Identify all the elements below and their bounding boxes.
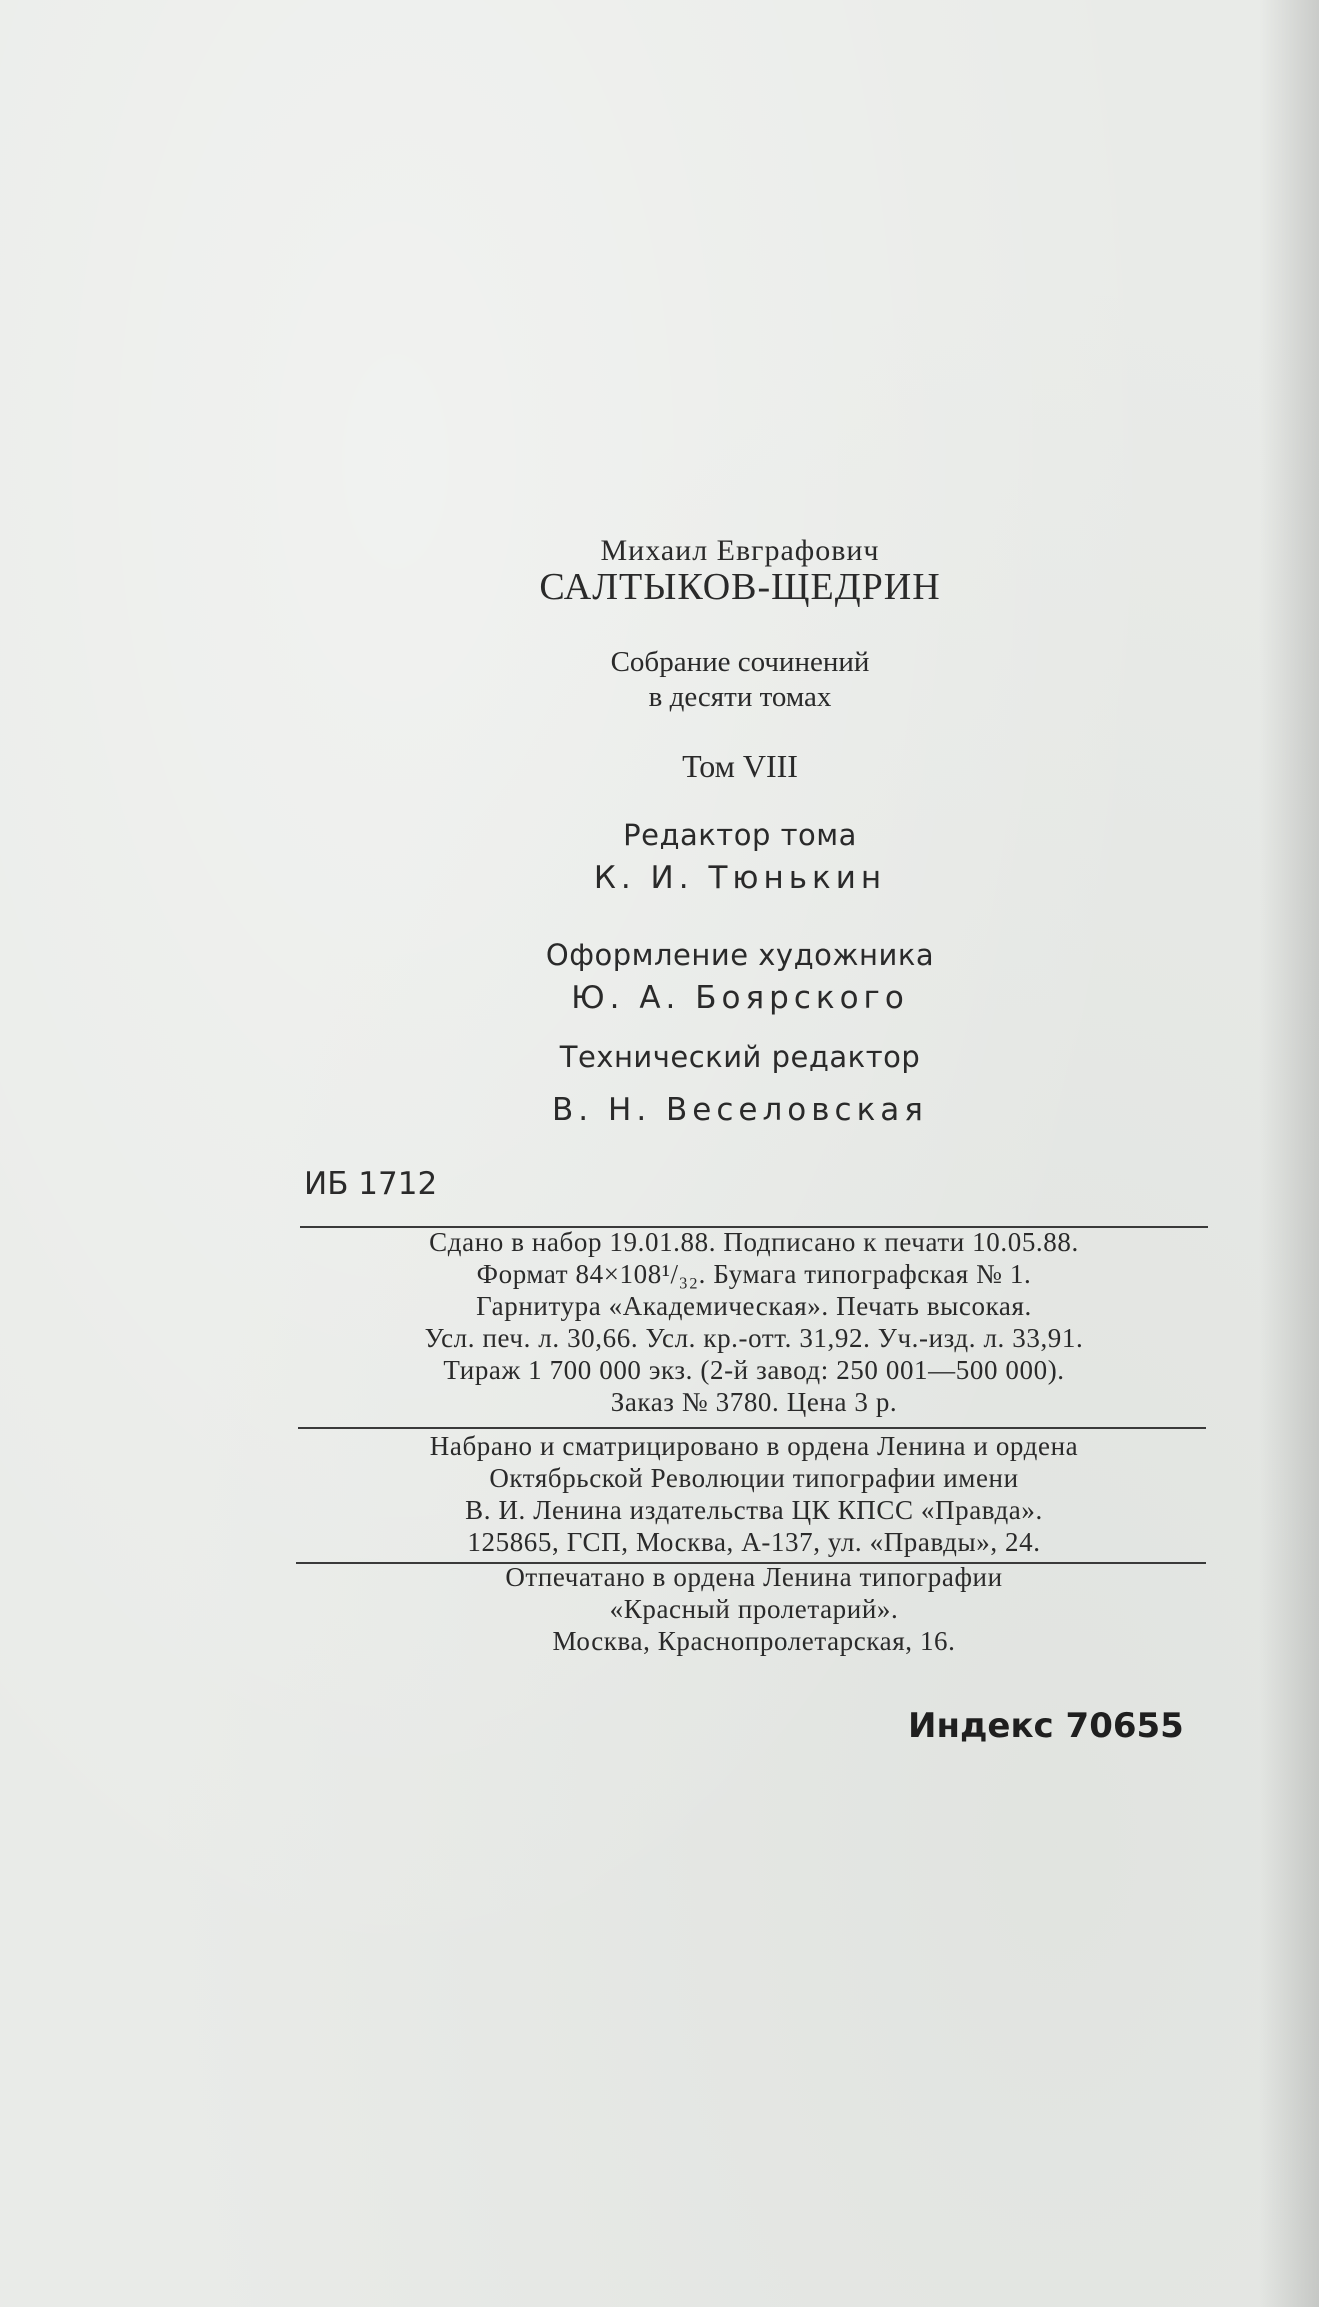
production-line: Формат 84×108¹/₃₂. Бумага типографская № 1. bbox=[476, 1259, 1032, 1289]
typesetting-line: Набрано и сматрицировано в ордена Ленина и ордена bbox=[429, 1431, 1079, 1461]
typesetting-line: Октябрьской Революции типографии имени bbox=[489, 1463, 1019, 1493]
divider-middle bbox=[298, 1427, 1206, 1429]
collection-line-2: в десяти томах bbox=[648, 681, 832, 713]
printing-details bbox=[296, 1561, 1212, 1657]
production-line: Гарнитура «Академическая». Печать высокая. bbox=[476, 1291, 1032, 1321]
collection-title bbox=[480, 645, 1000, 715]
credit-role-designer: Оформление художника bbox=[545, 938, 935, 972]
typesetting-line: В. И. Ленина издательства ЦК КПСС «Правда». bbox=[465, 1495, 1043, 1525]
author-given-names: Михаил Евграфович bbox=[600, 534, 880, 567]
typesetting-line: 125865, ГСП, Москва, А-137, ул. «Правды», 24. bbox=[467, 1527, 1041, 1557]
collection-line-1: Собрание сочинений bbox=[610, 646, 870, 678]
credit-role-editor: Редактор тома bbox=[623, 818, 857, 852]
credit-person-editor: К. И. Тюнькин bbox=[593, 860, 887, 896]
page-edge-shadow bbox=[1259, 0, 1319, 2307]
author-surname: САЛТЫКОВ-ЩЕДРИН bbox=[539, 566, 941, 608]
credit-role-tech-editor: Технический редактор bbox=[559, 1040, 921, 1074]
production-line: Заказ № 3780. Цена 3 р. bbox=[610, 1387, 898, 1417]
credit-person-tech-editor: В. Н. Веселовская bbox=[552, 1092, 928, 1128]
catalog-index: Индекс 70655 bbox=[908, 1706, 1184, 1746]
printing-line: Отпечатано в ордена Ленина типографии bbox=[505, 1562, 1003, 1592]
volume-number: Том VIII bbox=[682, 748, 798, 784]
printing-line: «Красный пролетарий». bbox=[609, 1594, 899, 1624]
production-line: Сдано в набор 19.01.88. Подписано к печати 10.05.88. bbox=[429, 1227, 1079, 1257]
production-line: Тираж 1 700 000 экз. (2-й завод: 250 001—500 000). bbox=[443, 1355, 1065, 1385]
production-details bbox=[296, 1226, 1212, 1418]
ib-number: ИБ 1712 bbox=[304, 1166, 438, 1202]
printing-line: Москва, Краснопролетарская, 16. bbox=[552, 1626, 956, 1656]
production-line: Усл. печ. л. 30,66. Усл. кр.-отт. 31,92. Уч.-изд. л. 33,91. bbox=[424, 1323, 1084, 1353]
credit-person-designer: Ю. А. Боярского bbox=[571, 980, 909, 1016]
typesetting-details bbox=[296, 1430, 1212, 1558]
